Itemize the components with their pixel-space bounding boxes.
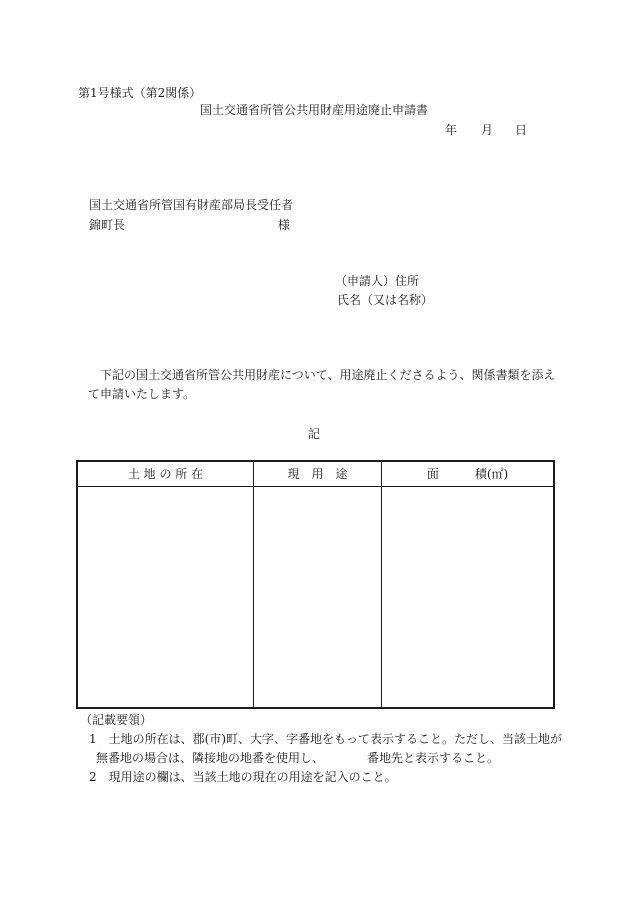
- body-line-1: 下記の国土交通省所管公共用財産について、用途廃止くださるよう、関係書類を添え: [100, 368, 556, 382]
- date-day-label: 日: [515, 123, 528, 137]
- table-header-current-use: 現 用 途: [287, 467, 348, 481]
- date-month-label: 月: [481, 123, 494, 137]
- body-line-2: て申請いたします。: [88, 387, 196, 401]
- table-header-area: 面 積(㎡): [426, 467, 509, 481]
- land-table: [76, 460, 555, 709]
- applicant-address-label: （申請人）住所: [335, 274, 420, 288]
- table-cell-area[interactable]: [382, 487, 553, 707]
- applicant-name-label: 氏名（又は名称）: [337, 293, 434, 307]
- note-1-line-2b: 番地先と表示すること。: [367, 751, 500, 765]
- table-header-location: 土 地 の 所 在: [127, 467, 204, 481]
- ki-heading: 記: [308, 427, 321, 441]
- addressee-title: 国土交通省所管国有財産部局長受任者: [89, 198, 294, 212]
- notes-heading: （記載要領）: [80, 713, 153, 727]
- note-1-line-2a: 無番地の場合は、隣接地の地番を使用し、: [96, 751, 325, 765]
- addressee-name: 錦町長: [89, 218, 126, 232]
- addressee-honorific: 様: [278, 218, 291, 232]
- document-title: 国土交通省所管公共用財産用途廃止申請書: [200, 103, 429, 117]
- date-year-label: 年: [445, 123, 458, 137]
- form-number: 第1号様式（第2関係）: [78, 86, 202, 100]
- table-cell-location[interactable]: [78, 487, 253, 707]
- note-1-line-1: 1 土地の所在は、郡(市)町、大字、字番地をもって表示すること。ただし、当該土地が: [89, 732, 563, 746]
- table-cell-current-use[interactable]: [254, 487, 381, 707]
- note-2: 2 現用途の欄は、当該土地の現在の用途を記入のこと。: [89, 770, 397, 784]
